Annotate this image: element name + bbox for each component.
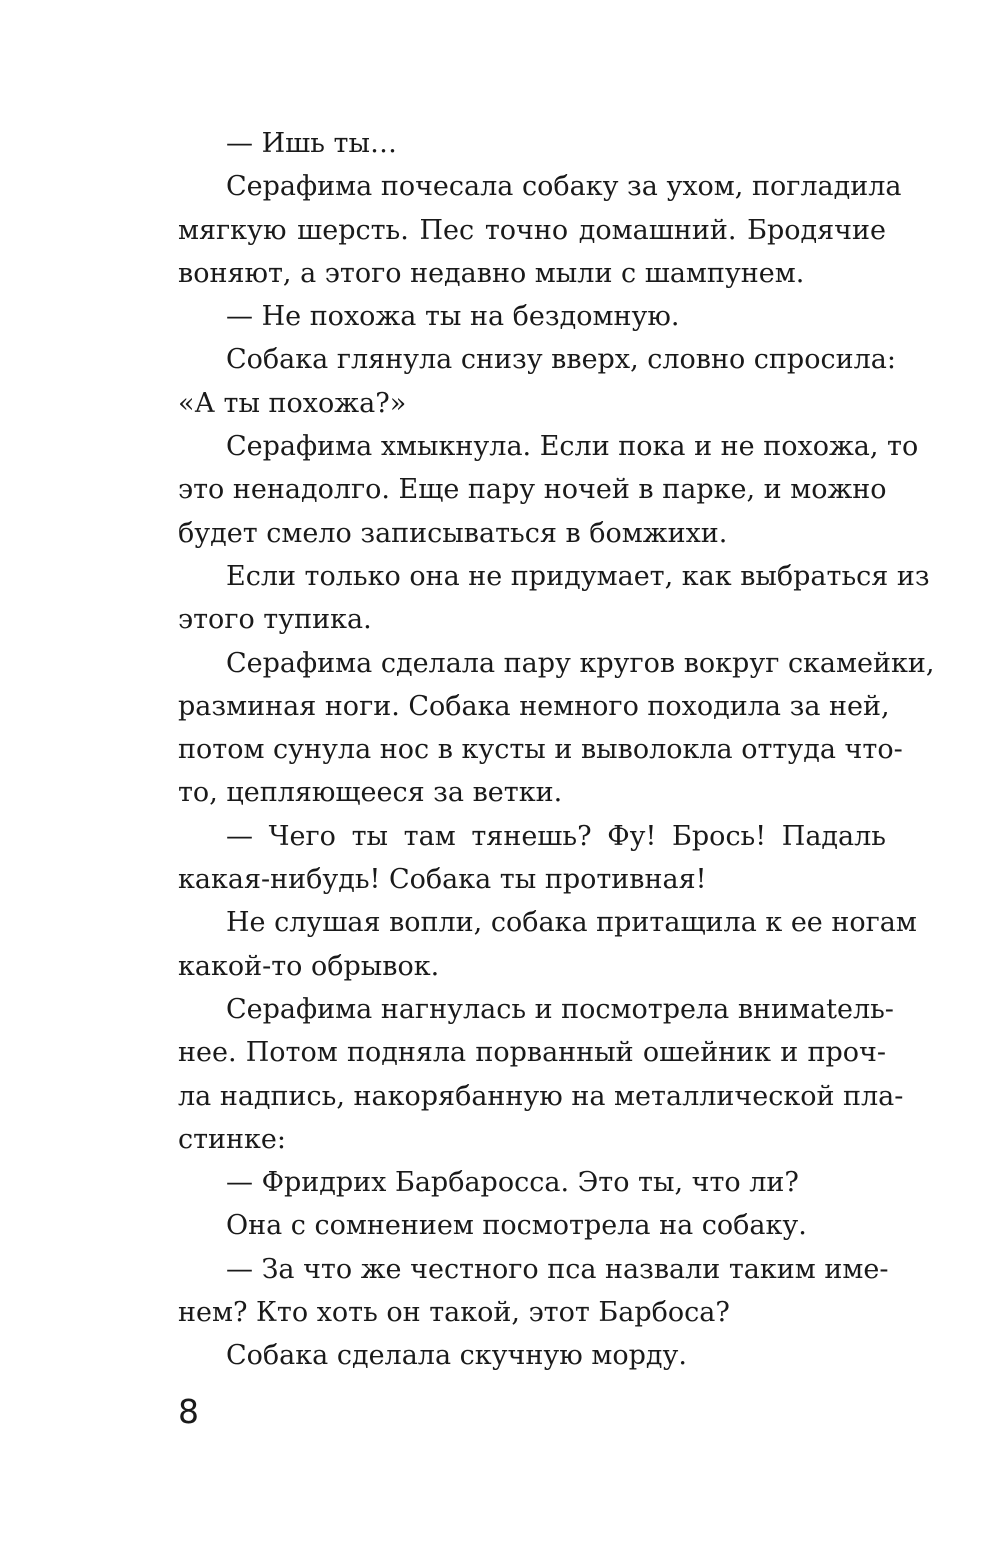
text-line: Серафима почесала собаку за ухом, погладила [226,171,902,203]
text-line: Собака сделала скучную морду. [226,1340,687,1372]
text-line: будет смело записываться в бомжихи. [178,517,728,549]
text-line: «А ты похожа?» [178,387,407,419]
text-line: Если только она не придумает, как выбраться из [226,560,930,592]
body-text [178,122,935,1378]
text-line: — Не похожа ты на бездомную. [226,301,680,333]
text-line: нем? Кто хоть он такой, этот Барбоса? [178,1297,730,1329]
text-line: — За что же честного пса назвали таким име- [226,1253,889,1285]
text-line: разминая ноги. Собака немного походила за ней, [178,690,890,722]
page-number: 8 [178,1392,199,1431]
text-line: — Фридрих Барбаросса. Это ты, что ли? [226,1167,799,1199]
text-line: то, цепляющееся за ветки. [178,777,563,809]
text-line: мягкую шерсть. Пес точно домашний. Бродячие [178,214,886,246]
text-line: Собака глянула снизу вверх, словно спросила: [226,344,896,376]
text-line: Не слушая вопли, собака притащила к ее ногам [226,907,917,939]
text-line: потом сунула нос в кусты и выволокла оттуда что- [178,734,903,766]
text-line: какой-то обрывок. [178,950,440,982]
text-line: — Ишь ты… [226,128,397,159]
text-line: нее. Потом подняла порванный ошейник и проч- [178,1037,886,1069]
text-line: ла надпись, накорябанную на металлической пла- [178,1080,904,1112]
text-line: стинке: [178,1123,286,1155]
text-line: это ненадолго. Еще пару ночей в парке, и можно [178,474,887,506]
text-line: Серафима хмыкнула. Если пока и не похожа, то [226,431,919,463]
text-line: воняют, а этого недавно мыли с шампунем. [178,257,805,289]
text-line: Она с сомнением посмотрела на собаку. [226,1210,807,1242]
text-line: этого тупика. [178,604,372,636]
text-line: — Чего ты там тянешь? Фу! Брось! Падаль [226,820,886,852]
text-line: какая-нибудь! Собака ты противная! [178,864,707,896]
text-line: Серафима сделала пару кругов вокруг скамейки, [226,647,935,679]
text-line: Серафима нагнулась и посмотрела внимatель- [226,993,894,1025]
